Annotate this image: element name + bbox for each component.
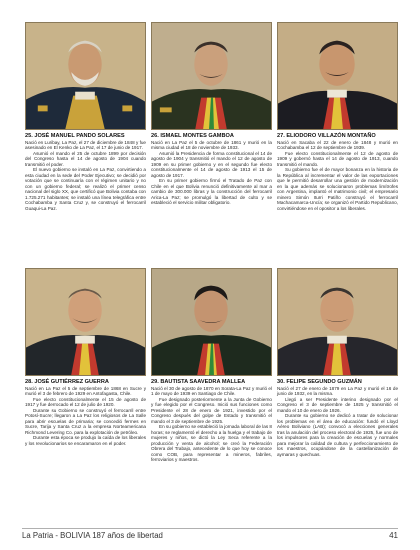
president-bio [151,379,272,463]
president-bio [277,133,398,211]
president-portrait [151,268,272,376]
bio-paragraph: Fue electo constitucionalmente el 12 de agosto de 1909 y gobernó hasta el 14 de agosto de 1913, cuando transmitió el mando. [277,150,398,167]
president-portrait [277,22,398,130]
bio-paragraph: Su gobierno fue el de mayor bonanza en la historia de la República al incrementar el valor de las exportaciones que le permitió desarrollar una gestión de modernización en la que además se solucionaron problemas limítrofes con Argentina, implantó el matrimonio civil; el empresario minero Simón Iturri Patiño construyó el ferrocarril Machacamarca-Uncía; se organizó el Partido Republicano, convirtiéndose en el opositor a los liberales. [277,167,398,211]
president-bio [277,379,398,457]
bio-paragraph: Durante su Gobierno se construyó el ferrocarril entre Potosí-Sucre; llegaron a La Paz los religiosos de La Salle para abrir escuelas de primaria; se concedió fermes en Sucre, Tarija y Santa Cruz a la empresa Norteamericana Richmond Levering Co. para la explotación de petróleo. [25,407,146,435]
page-footer [22,531,398,543]
president-name: 25. JOSÉ MANUEL PANDO SOLARES [25,133,125,139]
bio-paragraph: Llegó a ser Presidente interino designado por el Congreso el 3 de septiembre de 1925 y transmitió el mando el 10 de enero de 1926. [277,396,398,413]
bio-paragraph: Nació en La Paz el 5 de septiembre de 1868 en Sucre y murió el 3 de febrero de 1929 en Antofagasta, Chile. [25,385,146,397]
president-name: 27. ELIODORO VILLAZÓN MONTAÑO [277,133,376,139]
bio-paragraph: Nació en La Paz el 5 de octubre de 1861 y murió en la misma ciudad el 18 de noviembre de 1933. [151,139,272,151]
president-portrait [25,22,146,130]
president-bio [25,379,146,446]
page-number: 41 [389,531,398,540]
bio-paragraph: El nuevo gobierno se instaló en La Paz, convirtiendo a esta ciudad en la sede del Poder Ejecutivo; se decidió por votación que se continuaría con el régimen unitario y no con un gobierno federal; se realizó el primer censo nacional del siglo XX, que certificó que Bolivia contaba con 1.725.271 habitantes; se instaló una línea telegráfica entre Cochabamba y Santa Cruz y, se construyó el ferrocarril Guaqui-La Paz. [25,167,146,211]
bio-paragraph: Nació el 30 de agosto de 1870 en Sorata-La Paz y murió el 1 de mayo de 1939 en Santiago de Chile. [151,385,272,397]
president-name: 30. FELIPE SEGUNDO GUZMÁN [277,379,362,385]
bio-paragraph: Asumió la Presidencia de forma constitucional el 14 de agosto de 1904 y transmitió el mando el 12 de agosto de 1909 en su primer gobierno y en el segundo fue electo constitucionalmente el 14 de agosto de 1913 el 15 de agosto de 1917. [151,150,272,178]
president-bio [151,133,272,206]
bio-paragraph: Fue designado posteriormente a la Junta de Gobierno y fue elegido por el Congreso. Inició sus funciones como Presidente el 28 de enero de 1921, investido por el Congreso después del golpe de Estado y transmitió el mando el 3 de septiembre de 1925. [151,396,272,424]
bio-paragraph: Durante esta época se produjo la caída de los liberales y los revolucionarios se encaramaron en el poder. [25,435,146,446]
bio-paragraph: Durante su gobierno se dedicó a tratar de solucionar los problemas en el área de educación: fundó el Lloyd Aéreo Boliviano (LAB); convocó a elecciones generales tras la anulación del proceso electoral de 1925, fue uno de los impulsores para la creación de escuelas y normales para mejorar la calidad de cultura y perfeccionamiento de los maestros, ocupándose de la castellanización de aymaras y quechuas. [277,413,398,457]
president-name: 28. JOSÉ GUTIÉRREZ GUERRA [25,379,109,385]
bio-paragraph: Nació el 27 de enero de 1879 en La Paz y murió el 16 de junio de 1932, en la misma. [277,385,398,397]
president-name: 29. BAUTISTA SAAVEDRA MALLEA [151,379,246,385]
bio-paragraph: Asumió el mando el 25 de octubre 1899 por decisión del Congreso hasta el 14 de agosto de 1904 cuando transmitió el poder. [25,150,146,167]
bio-paragraph: Nació en Sacaba el 22 de enero de 1848 y murió en Cochabamba el 12 de septiembre de 1939. [277,139,398,151]
president-portrait [25,268,146,376]
president-bio [25,133,146,211]
president-portrait [277,268,398,376]
footer-divider [22,528,398,529]
bio-paragraph: En su gobierno se estableció la jornada laboral de las 8 horas; se reglamentó el derecho a la huelga y el trabajo de mujeres y niños, se dictó la Ley Seca referente a la producción y venta de alcohol; se creó la Federación Obrera del Trabajo, antecedente de lo que hoy se conoce como COB, para representar a mineros, fabriles, ferroviarios y maestros. [151,424,272,463]
president-name: 26. ISMAEL MONTES GAMBOA [151,133,234,139]
bio-paragraph: En su primer gobierno firmó el Tratado de Paz con Chile en el que Bolivia renunció definitivamente al mar a cambio de 300.000 libras y la construcción del ferrocarril Arica-La Paz; se promulgó la libertad de culto y se estableció el servicio militar obligatorio. [151,178,272,206]
bio-paragraph: Nació en Luribay, La Paz, el 27 de diciembre de 1848 y fue asesinado en El Kenko de La Paz, el 17 de junio de 1917. [25,139,146,151]
president-portrait [151,22,272,130]
bio-paragraph: Fue electo constitucionalmente el 15 de agosto de 1917 y fue derrocado el 12 de julio de 1920. [25,396,146,408]
publication-name: La Patria - BOLIVIA 187 años de libertad [22,531,163,540]
